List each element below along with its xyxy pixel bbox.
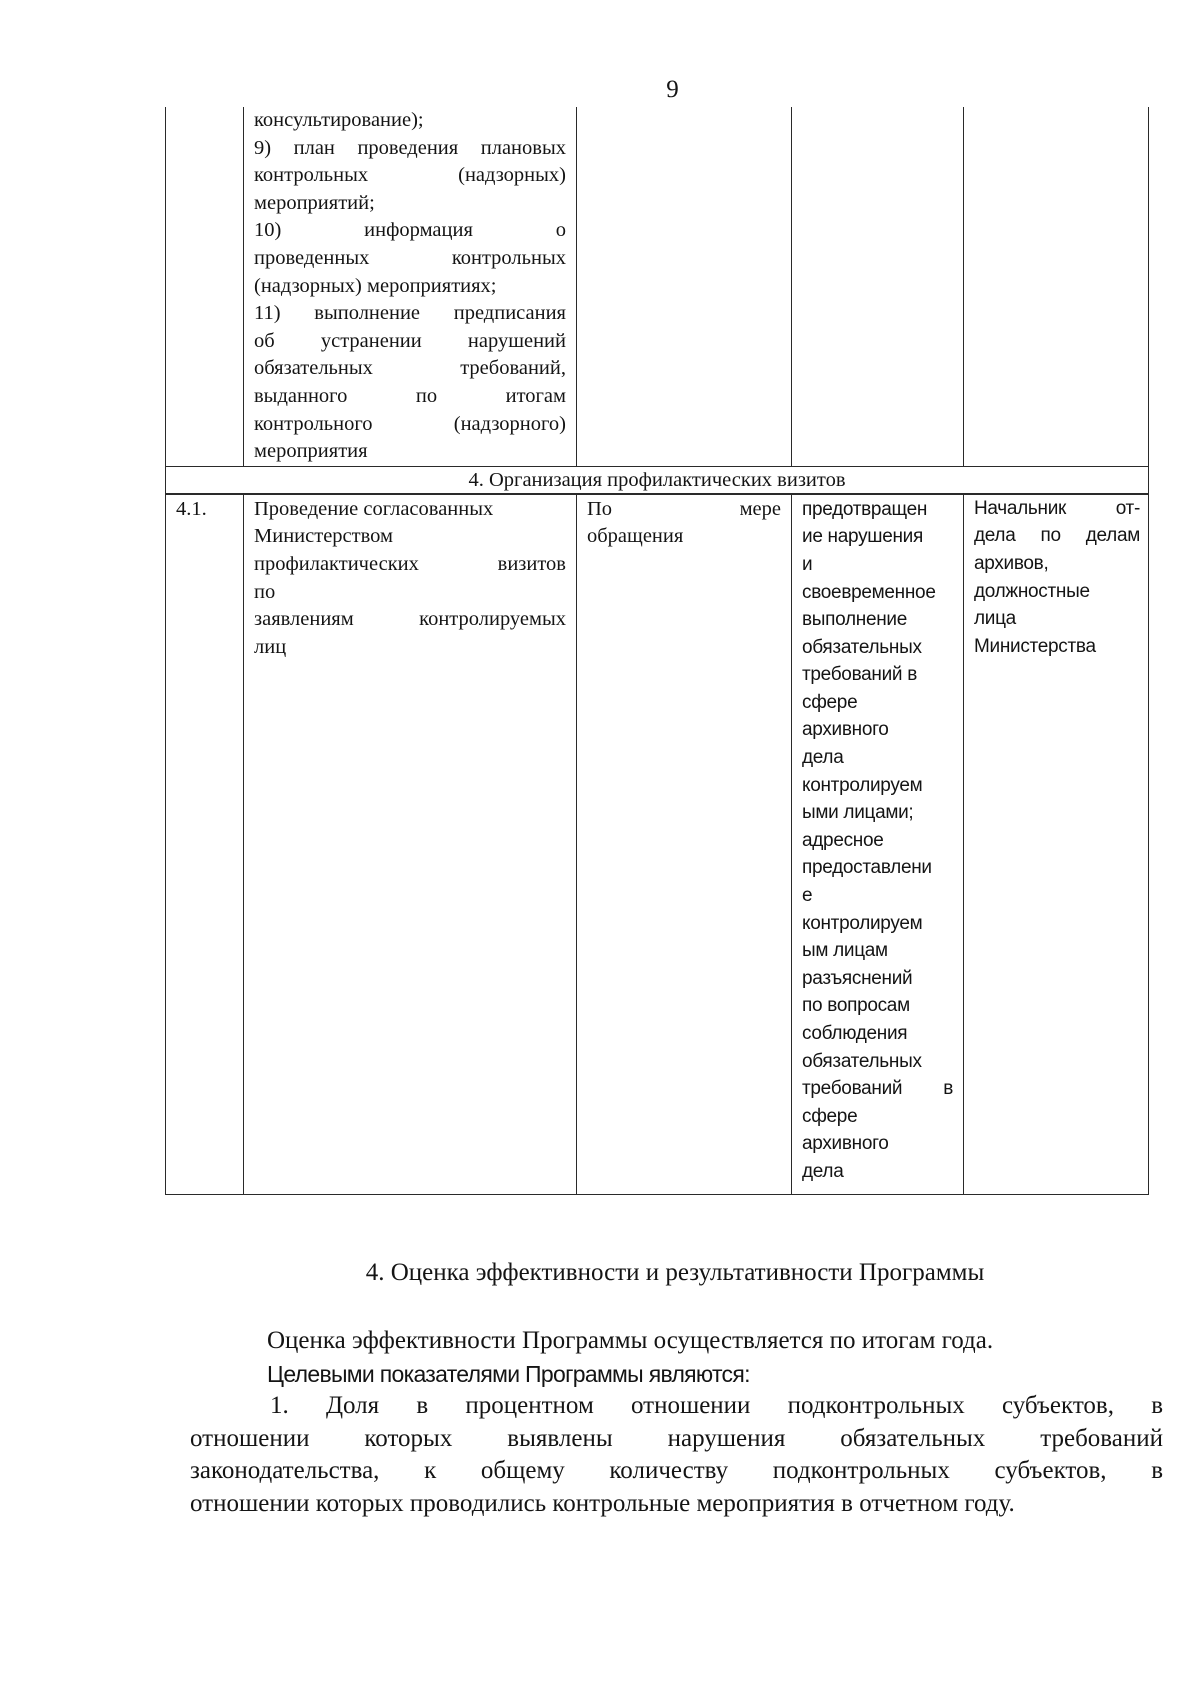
paragraph-line: 1. Доля в процентном отношении подконтрольных субъектов, в: [270, 1392, 1163, 1419]
event-line: обязательных требований,: [254, 357, 566, 380]
event-line: лиц: [254, 635, 287, 658]
event-line: мероприятия: [254, 440, 368, 463]
event-line: (надзорных) мероприятиях;: [254, 274, 497, 297]
event-line: мероприятий;: [254, 191, 375, 214]
result-line: требований в: [802, 1078, 953, 1100]
event-line: профилактических визитов: [254, 552, 566, 575]
result-line: ыми лицами;: [802, 802, 914, 824]
result-line: контролируем: [802, 774, 923, 796]
responsible-line: архивов,: [974, 552, 1049, 574]
cell-event: [244, 494, 577, 1194]
cell-event-continuation: [244, 107, 577, 466]
plan-table: [165, 107, 1149, 1195]
result-line: контролируем: [802, 912, 923, 934]
cell-number: [166, 107, 244, 466]
result-line: своевременное: [802, 581, 936, 603]
cell-deadline: [577, 494, 792, 1194]
event-line: выданного по итогам: [254, 384, 566, 407]
event-line: Проведение согласованных: [254, 497, 494, 520]
result-line: разъяснений: [802, 967, 913, 989]
result-line: ие нарушения: [802, 526, 923, 548]
paragraph-line: отношении которых проводились контрольные мероприятия в отчетном году.: [190, 1489, 1015, 1517]
responsible-line: Начальник от-: [974, 497, 1140, 519]
result-line: адресное: [802, 829, 884, 851]
cell-deadline: [577, 107, 792, 466]
result-line: архивного: [802, 1133, 889, 1155]
result-line: сфере: [802, 691, 858, 713]
result-line: ым лицам: [802, 940, 888, 962]
result-line: и: [802, 553, 813, 575]
result-line: по вопросам: [802, 995, 910, 1017]
page-number: 9: [666, 76, 679, 103]
cell-result: [792, 494, 964, 1194]
event-line: 9) план проведения плановых: [254, 136, 566, 159]
result-line: соблюдения: [802, 1023, 908, 1044]
event-line: заявлениям контролируемых: [254, 608, 566, 631]
cell-responsible: [964, 107, 1149, 466]
result-line: е: [802, 885, 813, 907]
responsible-line: лица: [974, 608, 1016, 630]
result-line: дела: [802, 747, 844, 769]
table-section-row: [166, 466, 1149, 494]
responsible-line: Министерства: [974, 635, 1096, 657]
event-line: проведенных контрольных: [254, 246, 566, 269]
result-line: обязательных: [802, 1050, 922, 1072]
cell-result: [792, 107, 964, 466]
deadline-line: По мере: [587, 497, 781, 520]
event-line: 11) выполнение предписания: [254, 302, 566, 325]
event-line: 10) информация о: [254, 219, 566, 242]
result-line: архивного: [802, 719, 889, 741]
result-line: сфере: [802, 1105, 858, 1127]
paragraph-share-indicator: [190, 1390, 1163, 1520]
section-heading: 4. Оценка эффективности и результативности Программы: [365, 1259, 985, 1286]
event-line: об устранении нарушений: [254, 329, 566, 352]
event-line: консультирование);: [254, 109, 424, 131]
responsible-line: должностные: [974, 580, 1090, 602]
table-row: [166, 494, 1149, 1194]
paragraph-line: отношении которых выявлены нарушения обязательных требований: [190, 1424, 1163, 1452]
responsible-line: дела по делам: [974, 525, 1140, 547]
paragraph-indicators: Целевыми показателями Программы являются:: [267, 1361, 750, 1387]
result-line: дела: [802, 1160, 844, 1182]
result-line: выполнение: [802, 609, 908, 631]
cell-bottom-space: [802, 1186, 953, 1194]
event-line: контрольных (надзорных): [254, 164, 566, 187]
deadline-line: обращения: [587, 525, 684, 548]
result-line: предотвращен: [802, 498, 928, 520]
event-line: контрольного (надзорного): [254, 412, 566, 435]
section-title: 4. Организация профилактических визитов: [166, 466, 1149, 494]
paragraph-evaluation: Оценка эффективности Программы осуществляется по итогам года.: [267, 1327, 994, 1354]
result-line: требований в: [802, 664, 918, 686]
result-line: обязательных: [802, 636, 922, 658]
table-row-continuation: [166, 107, 1149, 466]
paragraph-line: законодательства, к общему количеству подконтрольных субъектов, в: [190, 1457, 1163, 1484]
result-line: предоставлени: [802, 857, 932, 879]
cell-responsible: [964, 494, 1149, 1194]
cell-number: 4.1.: [166, 494, 244, 1194]
event-line: Министерством: [254, 525, 393, 548]
event-line: по: [254, 580, 276, 603]
